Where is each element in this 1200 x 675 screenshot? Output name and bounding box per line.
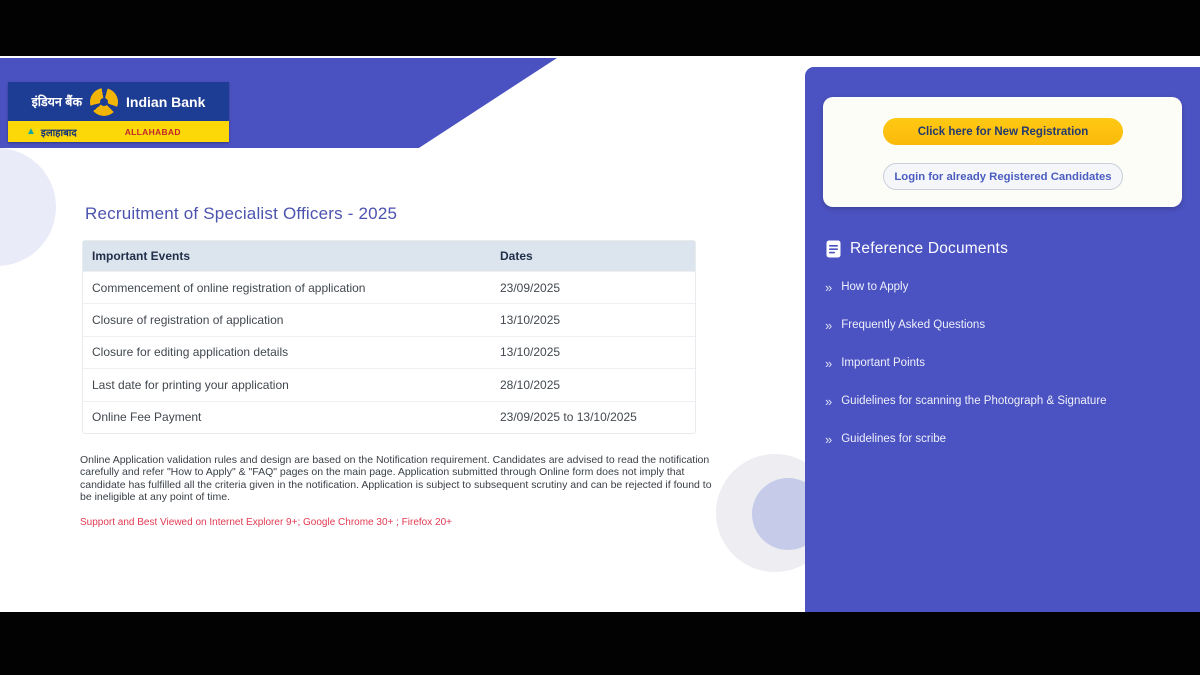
table-header-row	[83, 241, 695, 271]
browser-support-note: Support and Best Viewed on Internet Explorer 9+; Google Chrome 30+ ; Firefox 20+	[80, 517, 452, 528]
double-chevron-right-icon: »	[825, 355, 833, 371]
reference-link[interactable]	[825, 391, 1107, 411]
city-name-english: ALLAHABAD	[124, 126, 181, 137]
date-cell: 13/10/2025	[500, 313, 561, 328]
bank-logo-strip	[8, 121, 229, 142]
column-header-events: Important Events	[92, 249, 191, 263]
table-row	[83, 368, 695, 400]
reference-link-label: Important Points	[841, 357, 925, 369]
double-chevron-right-icon: »	[825, 431, 833, 447]
reference-link-label: Guidelines for scanning the Photograph & Signature	[841, 395, 1107, 407]
event-cell: Commencement of online registration of application	[92, 280, 366, 295]
reference-documents-label: Reference Documents	[850, 240, 1009, 257]
document-icon	[826, 240, 841, 258]
column-header-dates: Dates	[500, 249, 533, 263]
double-chevron-right-icon: »	[825, 393, 833, 409]
page-title: Recruitment of Specialist Officers - 2025	[85, 204, 398, 223]
sidebar	[805, 67, 1200, 612]
double-chevron-right-icon: »	[825, 317, 833, 333]
reference-links-list	[825, 277, 1107, 449]
reference-documents-heading	[826, 240, 1008, 258]
reference-link-label: Frequently Asked Questions	[841, 319, 986, 331]
city-name-hindi: इलाहाबाद	[40, 127, 77, 139]
disclaimer-text: Online Application validation rules and design are based on the Notification requirement. Candidates are advised to read the notification carefully and refer "How to Apply" & "FAQ" pages on the main page. Application submitted through Online form does not imply that candidate has fulfilled all the criteria given in the notification. Application is subject to subsequent scrutiny and can be rejected if found to be ineligible at any point of time.	[80, 454, 712, 504]
login-button[interactable]: Login for already Registered Candidates	[883, 163, 1123, 190]
reference-link[interactable]	[825, 353, 1107, 373]
reference-link[interactable]	[825, 315, 1107, 335]
reference-link-label: How to Apply	[841, 281, 909, 293]
bank-name-english: Indian Bank	[126, 93, 206, 110]
event-cell: Online Fee Payment	[92, 410, 202, 425]
decorative-circle-top-left	[0, 148, 56, 266]
date-cell: 23/09/2025 to 13/10/2025	[500, 410, 637, 425]
reference-link[interactable]	[825, 429, 1107, 449]
bank-name-hindi: इंडियन बैंक	[31, 95, 83, 109]
table-row	[83, 336, 695, 368]
table-row	[83, 401, 695, 433]
reference-link-label: Guidelines for scribe	[841, 433, 947, 445]
table-row	[83, 271, 695, 303]
bank-logo	[8, 82, 229, 142]
indian-bank-logo-icon	[90, 88, 118, 116]
double-chevron-right-icon: »	[825, 279, 833, 295]
event-cell: Closure for editing application details	[92, 345, 289, 360]
reference-link[interactable]	[825, 277, 1107, 297]
event-cell: Closure of registration of application	[92, 313, 284, 328]
allahabad-triangle-icon: ▲	[26, 125, 36, 137]
portal-page	[0, 56, 1200, 612]
event-cell: Last date for printing your application	[92, 377, 289, 392]
date-cell: 13/10/2025	[500, 345, 561, 360]
new-registration-button[interactable]: Click here for New Registration	[883, 118, 1123, 145]
date-cell: 23/09/2025	[500, 280, 561, 295]
table-row	[83, 303, 695, 335]
important-events-table	[82, 240, 696, 434]
registration-card	[823, 97, 1182, 207]
date-cell: 28/10/2025	[500, 377, 561, 392]
bank-logo-top	[8, 82, 229, 121]
